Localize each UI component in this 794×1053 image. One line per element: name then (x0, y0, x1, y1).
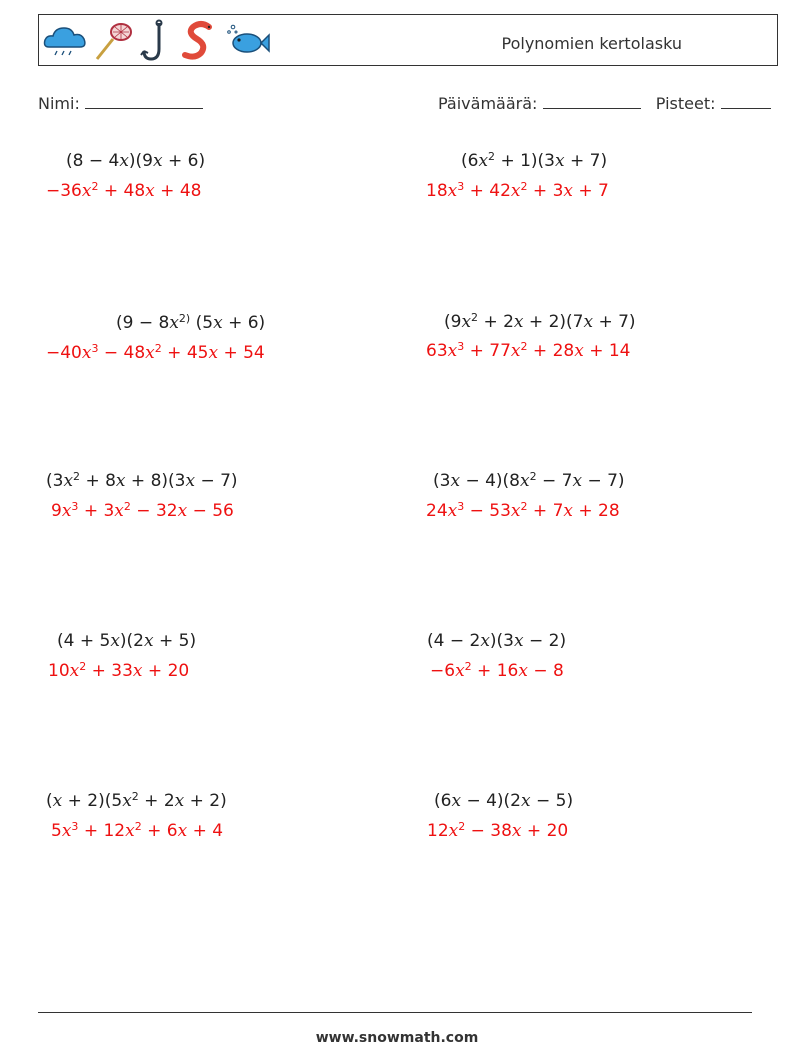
name-field (38, 94, 203, 113)
name-label: Nimi: (38, 94, 80, 113)
date-label: Päivämäärä: (438, 94, 538, 113)
problem-1-answer: $-36x^2 + 48x + 48$ (46, 180, 202, 201)
problem-10-question: (6x − 4)(2x − 5) (434, 791, 574, 811)
problem-1-question: (8 − 4x)(9x + 6) (66, 151, 206, 171)
problem-5-answer: $9x^3 + 3x^2 - 32x - 56$ (51, 500, 234, 521)
problem-5-question: $(3x^2 + 8x + 8)(3x - 7)$ (46, 470, 238, 491)
problem-9-answer: $5x^3 + 12x^2 + 6x + 4$ (51, 820, 224, 841)
problem-4-question: $(9x^2 + 2x + 2)(7x + 7)$ (444, 311, 636, 332)
problem-7-question: (4 + 5x)(2x + 5) (57, 631, 197, 651)
rain-cloud-icon (43, 19, 89, 63)
problem-9-question: $(x + 2)(5x^2 + 2x + 2)$ (46, 790, 227, 811)
problem-2-question: $(6x^2 + 1)(3x + 7)$ (461, 150, 608, 171)
problem-10-answer: $12x^2 - 38x + 20$ (427, 820, 569, 841)
date-score-field (438, 94, 771, 113)
problem-8-question: (4 − 2x)(3x − 2) (427, 631, 567, 651)
name-blank[interactable] (85, 94, 203, 109)
score-label: Pisteet: (655, 94, 716, 113)
header-box (38, 14, 778, 66)
page-title: Polynomien kertolasku (501, 34, 682, 53)
worm-icon (179, 19, 219, 63)
problem-6-answer: $24x^3 - 53x^2 + 7x + 28$ (426, 500, 620, 521)
problem-3-answer: $-40x^3 - 48x^2 + 45x + 54$ (46, 342, 265, 363)
problem-7-answer: $10x^2 + 33x + 20$ (48, 660, 190, 681)
problem-8-answer: $-6x^2 + 16x - 8$ (430, 660, 564, 681)
problem-6-question: $(3x - 4)(8x^2 - 7x - 7)$ (433, 470, 625, 491)
fish-hook-icon (139, 19, 173, 63)
problem-4-answer: $63x^3 + 77x^2 + 28x + 14$ (426, 340, 631, 361)
score-blank[interactable] (721, 94, 771, 109)
fish-icon (225, 19, 271, 63)
footer-site-link[interactable]: www.snowmath.com (315, 1030, 479, 1046)
footer-divider (38, 1012, 752, 1013)
date-blank[interactable] (543, 94, 641, 109)
problem-2-answer: $18x^3 + 42x^2 + 3x + 7$ (426, 180, 609, 201)
problem-3-question: ($9 - 8x^{2)}$ (5x + 6) (116, 312, 266, 333)
butterfly-net-icon (91, 19, 135, 63)
